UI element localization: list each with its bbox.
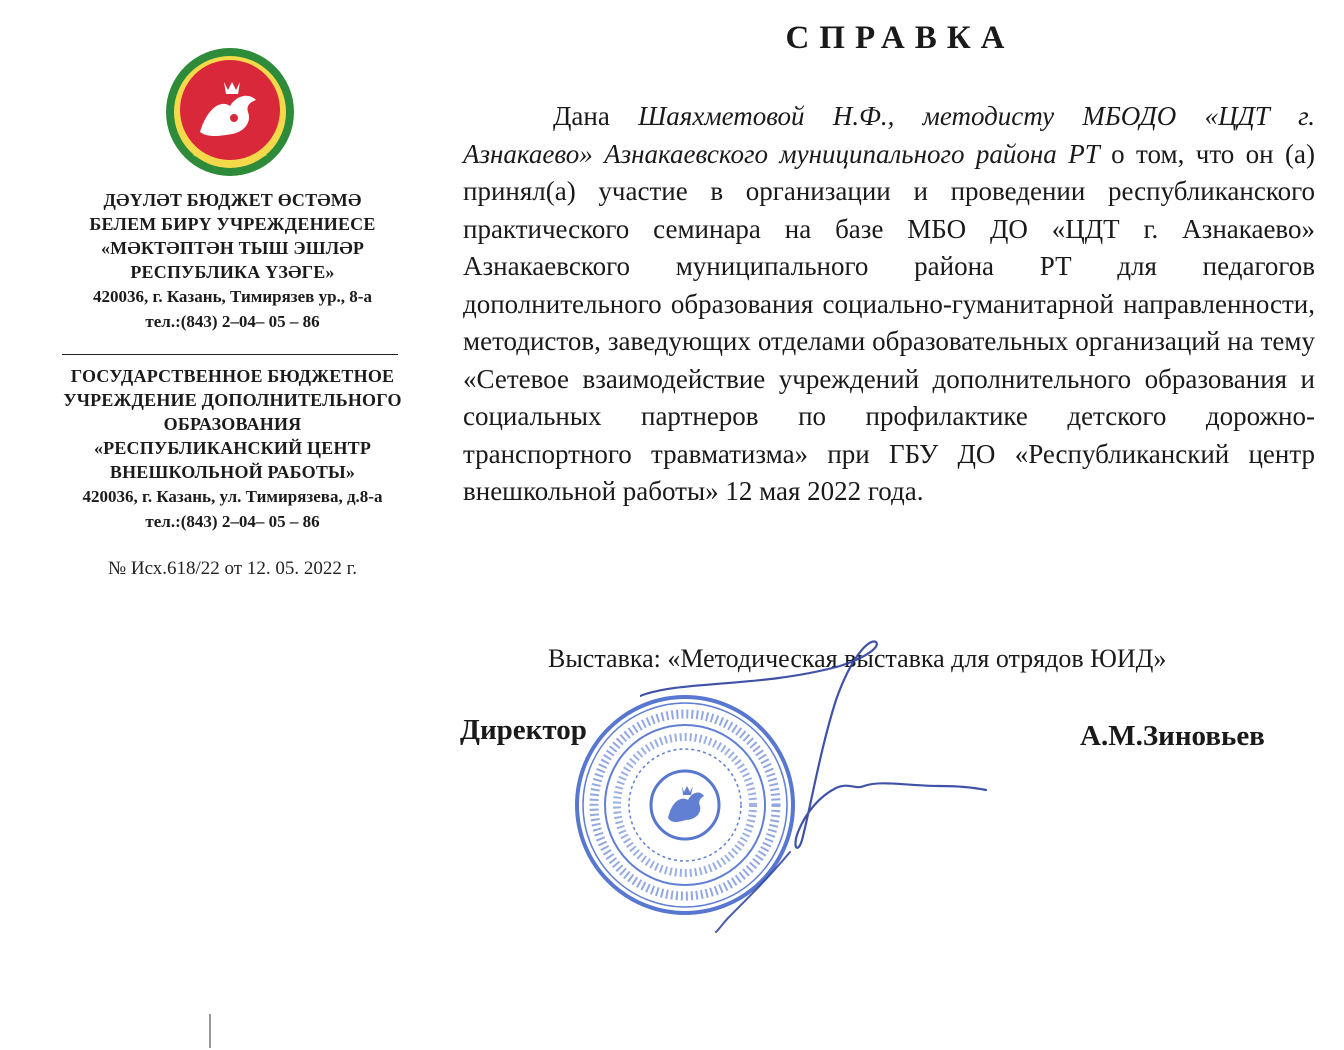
body-lead: Дана [553, 101, 639, 131]
tat-org-line: БЕЛЕМ БИРҮ УЧРЕЖДЕНИЕСЕ [89, 214, 376, 234]
director-name: А.М.Зиновьев [1080, 720, 1265, 752]
rus-address: 420036, г. Казань, ул. Тимирязева, д.8-а [82, 487, 383, 506]
scan-artifact [206, 1014, 214, 1048]
header-divider [62, 354, 398, 355]
tatarstan-emblem [164, 46, 296, 178]
body-recipient: Шаяхметовой Н.Ф., методисту МБОДО «ЦДТ г. Азнакаево» Азнакаевского муниципального района РТ [463, 101, 1315, 169]
director-label: Директор [460, 714, 587, 746]
rus-org-line: ОБРАЗОВАНИЯ [163, 414, 302, 434]
tat-org-line: РЕСПУБЛИКА ҮЗӘГЕ» [130, 262, 335, 282]
tat-address: 420036, г. Казань, Тимирязев ур., 8-а [93, 287, 372, 306]
rus-phone: тел.:(843) 2–04– 05 – 86 [145, 512, 320, 531]
rus-org-line: «РЕСПУБЛИКАНСКИЙ ЦЕНТР [93, 438, 372, 458]
outgoing-number: № Исх.618/22 от 12. 05. 2022 г. [107, 558, 357, 579]
body-rest: о том, что он (а) принял(а) участие в организации и проведении республиканского практического семинара на базе МБО ДО «ЦДТ г. Азнакаево» Азнакаевского муниципального района РТ для педагогов дополнительного образования социально-гуманитарной направленности, методистов, заведующих отделами образовательных организаций на тему «Сетевое взаимодействие учреждений дополнительного образования и социальных партнеров по профилактике детского дорожно-транспортного травматизма» при ГБУ ДО «Республиканский центр внешкольной работы» 12 мая 2022 года. [463, 138, 1316, 506]
rus-org-line: УЧРЕЖДЕНИЕ ДОПОЛНИТЕЛЬНОГО [63, 390, 402, 410]
rus-org-line: ГОСУДАРСТВЕННОЕ БЮДЖЕТНОЕ [70, 366, 395, 386]
tat-org-line: ДӘҮЛӘТ БЮДЖЕТ ӨСТӘМӘ [103, 190, 362, 210]
exhibit-line: Выставка: «Методическая выставка для отрядов ЮИД» [548, 644, 1167, 673]
tat-org-line: «МӘКТӘПТӘН ТЫШ ЭШЛӘР [100, 238, 365, 258]
tat-phone: тел.:(843) 2–04– 05 – 86 [145, 312, 320, 331]
tatar-org-header [20, 188, 445, 334]
russian-org-header [20, 364, 445, 534]
document-title: СПРАВКА [785, 20, 1015, 56]
rus-org-line: ВНЕШКОЛЬНОЙ РАБОТЫ» [109, 462, 356, 482]
director-signature [640, 640, 990, 940]
certificate-body [463, 98, 1315, 511]
